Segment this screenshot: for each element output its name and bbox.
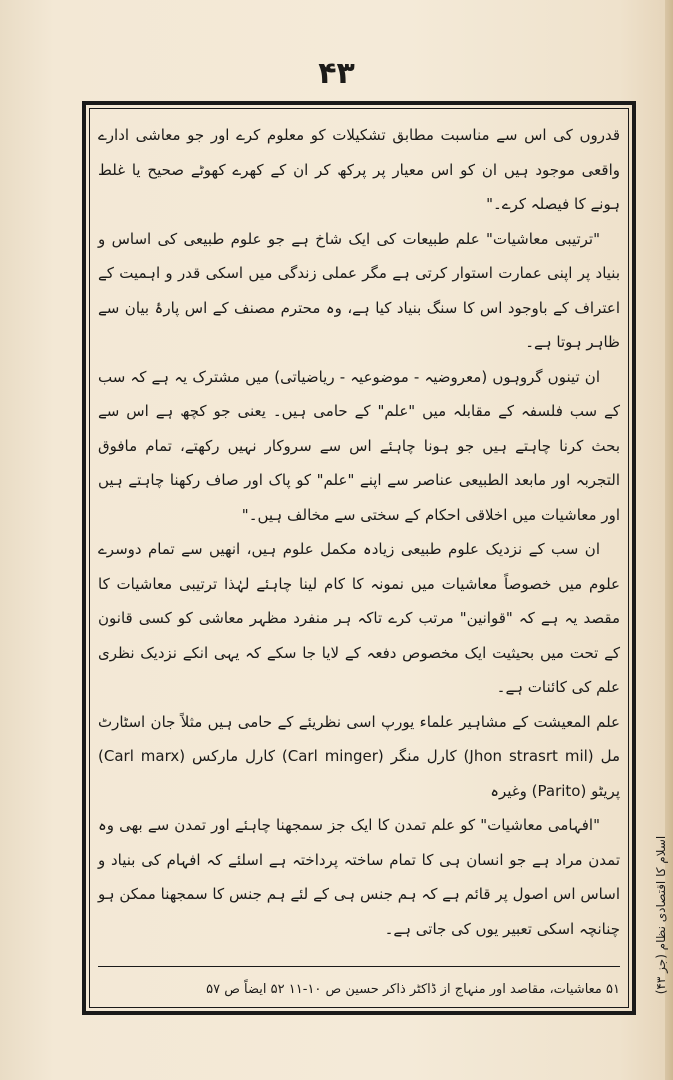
- side-title-text: اسلام کا اقتصادی نظام (جز ۴۳): [654, 835, 668, 995]
- footnote-divider: [98, 966, 620, 967]
- paragraph-5: علم المعیشت کے مشاہیر علماء یورپ اسی نظریئے کے حامی ہیں مثلاً جان اسٹارٹ مل (Jhon strasrt mil) کارل منگر (Carl minger) کارل مارکس (Carl marx) پریٹو (Parito) وغیرہ: [98, 712, 620, 800]
- page-number: ۴۳: [318, 56, 355, 91]
- paragraph-6: "افہامی معاشیات" کو علم تمدن کا ایک جز سمجھنا چاہئے اور تمدن سے بھی وہ تمدن مراد ہے جو انسان ہی کا تمام ساختہ پرداختہ ہے اسلئے کہ افہام کی بنیاد و اساس اس اصول پر قائم ہے کہ ہم جنس ہی کے لئے ہم جنس کا سمجھنا ممکن ہو چنانچہ اسکی تعبیر یوں کی جاتی ہے۔: [98, 816, 620, 938]
- paragraph-3: ان تینوں گروہوں (معروضیہ - موضوعیہ - ریاضیاتی) میں مشترک یہ ہے کہ سب کے سب فلسفہ کے مقابلہ میں "علم" کے حامی ہیں۔ یعنی جو کچھ ہے اس سے بحث کرنا چاہتے ہیں جو ہونا چاہئے اس سے سروکار نہیں رکھتے، تمام مافوق التجربہ اور مابعد الطبیعی عناصر سے اپنے "علم" کو پاک اور صاف رکھنا چاہتے ہیں اور معاشیات میں اخلاقی احکام کے سختی سے مخالف ہیں۔": [98, 367, 620, 524]
- paragraph-2: "ترتیبی معاشیات" علم طبیعات کی ایک شاخ ہے جو علوم طبیعی کی اساس و بنیاد پر اپنی عمارت استوار کرتی ہے مگر عملی زندگی میں اسکی قدر و اہمیت کے اعتراف کے باوجود اس کا سنگ بنیاد کیا ہے، وہ محترم مصنف کے اس پارۂ بیان سے ظاہر ہوتا ہے۔: [98, 229, 620, 351]
- paragraph-4: ان سب کے نزدیک علوم طبیعی زیادہ مکمل علوم ہیں، انھیں سے تمام دوسرے علوم میں خصوصاً معاشیات میں نمونہ کا کام لینا چاہئے لہٰذا ترتیبی معاشیات کا مقصد یہ ہے کہ "قوانین" مرتب کرے تاکہ ہر منفرد مظہر معاشی کو کسی قانون کے تحت میں بحیثیت ایک مخصوص دفعہ کے لایا جا سکے کہ یہی انکے نزدیک نظری علم کی کائنات ہے۔: [98, 540, 620, 696]
- footnote: ۵۱ معاشیات، مقاصد اور منہاج از ڈاکٹر ذاکر حسین ص ۱۰-۱۱ ۵۲ ایضاً ص ۵۷: [206, 982, 620, 997]
- running-side-title: [652, 810, 670, 1020]
- body-text: [98, 118, 620, 946]
- paragraph-1: قدروں کی اس سے مناسبت مطابق تشکیلات کو معلوم کرے اور جو معاشی ادارے واقعی موجود ہیں ان کو اس معیار پر پرکھ کر ان کے کھرے کھوٹے صحیح یا غلط ہونے کا فیصلہ کرے۔": [98, 126, 620, 213]
